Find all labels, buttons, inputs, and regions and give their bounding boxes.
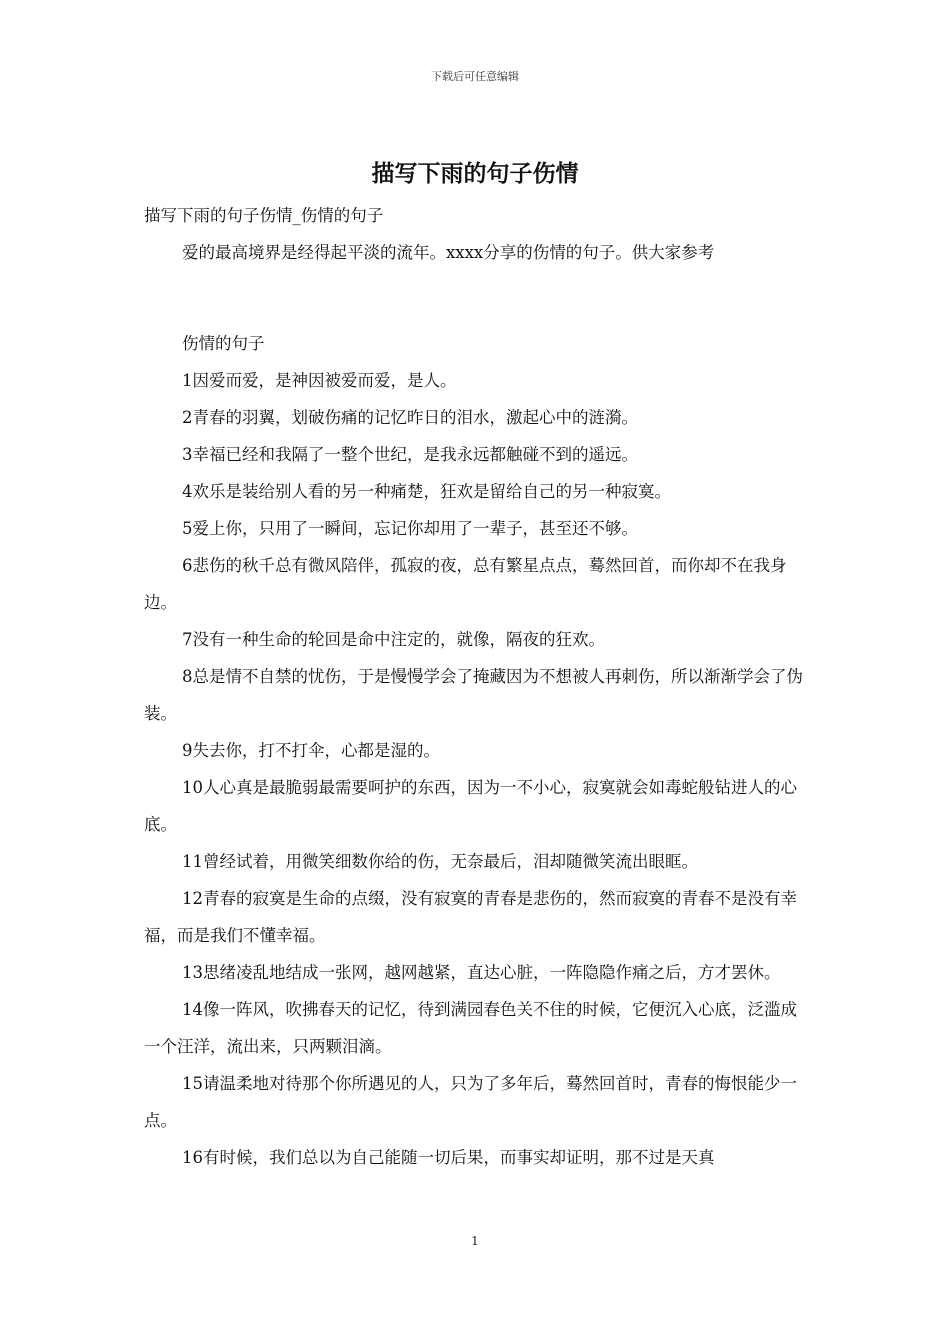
page-number: 1 bbox=[471, 1234, 479, 1248]
document-body bbox=[144, 197, 808, 1176]
list-item: 12青春的寂寞是生命的点缀，没有寂寞的青春是悲伤的，然而寂寞的青春不是没有幸福，而是我们不懂幸福。 bbox=[144, 889, 797, 945]
list-item: 16有时候，我们总以为自己能随一切后果，而事实却证明，那不过是天真 bbox=[182, 1148, 715, 1167]
list-item: 10人心真是最脆弱最需要呵护的东西，因为一不小心，寂寞就会如毒蛇般钻进人的心底。 bbox=[144, 778, 797, 834]
list-item: 5爱上你，只用了一瞬间，忘记你却用了一辈子，甚至还不够。 bbox=[182, 519, 638, 538]
list-item: 8总是情不自禁的忧伤，于是慢慢学会了掩藏因为不想被人再刺伤，所以渐渐学会了伪装。 bbox=[144, 667, 803, 723]
intro-paragraph: 爱的最高境界是经得起平淡的流年。xxxx分享的伤情的句子。供大家参考 bbox=[182, 243, 715, 262]
document-title: 描写下雨的句子伤情 bbox=[371, 161, 579, 187]
list-item: 9失去你，打不打伞，心都是湿的。 bbox=[182, 741, 440, 760]
list-item: 4欢乐是装给别人看的另一种痛楚，狂欢是留给自己的另一种寂寞。 bbox=[182, 482, 671, 501]
list-item: 2青春的羽翼，划破伤痛的记忆昨日的泪水，激起心中的涟漪。 bbox=[182, 408, 638, 427]
blank-line bbox=[144, 271, 808, 325]
list-item: 13思绪凌乱地结成一张网，越网越紧，直达心脏，一阵隐隐作痛之后，方才罢休。 bbox=[182, 963, 781, 982]
list-item: 7没有一种生命的轮回是命中注定的，就像，隔夜的狂欢。 bbox=[182, 630, 605, 649]
list-item: 1因爱而爱，是神因被爱而爱，是人。 bbox=[182, 371, 457, 390]
list-item: 3幸福已经和我隔了一整个世纪，是我永远都触碰不到的遥远。 bbox=[182, 445, 638, 464]
list-item: 6悲伤的秋千总有微风陪伴，孤寂的夜，总有繁星点点，蓦然回首，而你却不在我身边。 bbox=[144, 556, 787, 612]
page-header: 下载后可任意编辑 bbox=[431, 70, 519, 83]
list-item: 14像一阵风，吹拂春天的记忆，待到满园春色关不住的时候，它便沉入心底，泛滥成一个汪洋，流出来，只两颗泪滴。 bbox=[144, 1000, 797, 1056]
list-item: 15请温柔地对待那个你所遇见的人，只为了多年后，蓦然回首时，青春的悔恨能少一点。 bbox=[144, 1074, 797, 1130]
list-item: 11曾经试着，用微笑细数你给的伤，无奈最后，泪却随微笑流出眼眶。 bbox=[182, 852, 698, 871]
subtitle: 描写下雨的句子伤情_伤情的句子 bbox=[144, 206, 384, 225]
section-heading: 伤情的句子 bbox=[182, 334, 265, 353]
